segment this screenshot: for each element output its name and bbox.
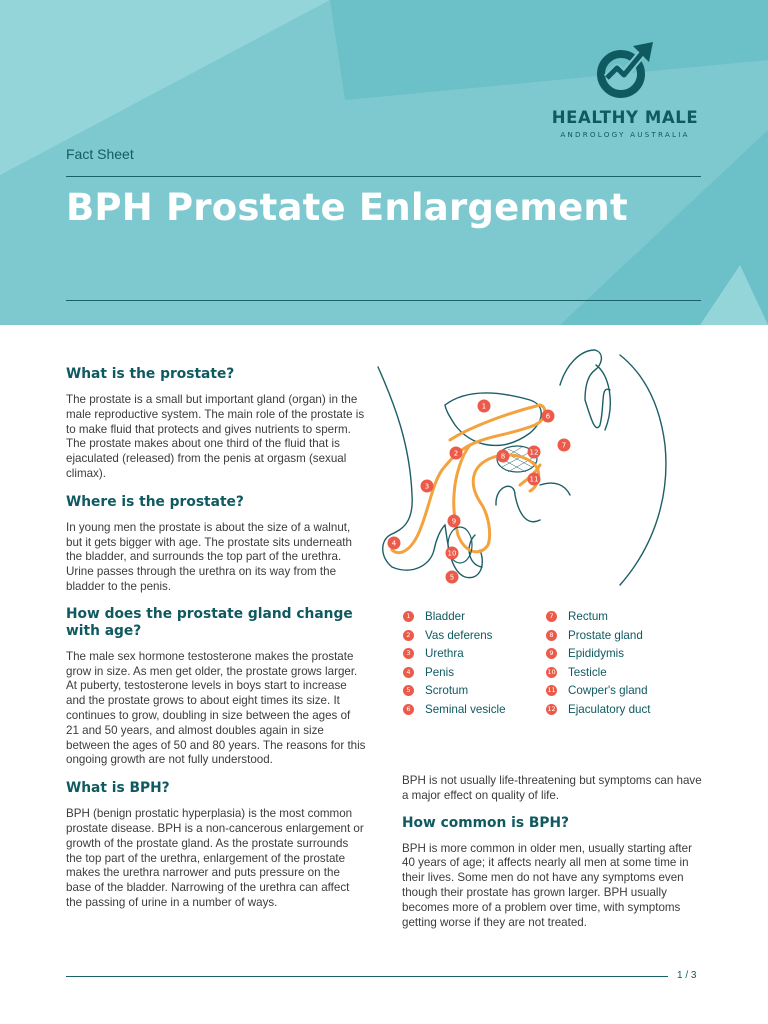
section-body-what-is-prostate: The prostate is a small but important gland (organ) in the male reproductive system. The main role of the prostate is to make fluid that protects and gives nutrients to sperm. The prostate makes about one third of the fluid that is ejaculated (released) from the penis at orgasm (sexual climax). — [66, 393, 365, 480]
section-body-how-common-bph: BPH is more common in older men, usually starting after 40 years of age; it affects nearly all men at some time in their lives. Some men do not have any symptoms even though their prostate has grown larger. BPH usually becomes more of a problem over time, with symptoms getting worse if they are not treated. — [402, 841, 692, 929]
vas-deferens-path — [392, 402, 545, 553]
svg-text:5: 5 — [449, 573, 455, 582]
brand-logo[interactable] — [540, 40, 710, 139]
legend-label: Ejaculatory duct — [568, 702, 651, 716]
section-body-what-is-bph: BPH (benign prostatic hyperplasia) is the most common prostate disease. BPH is a non-cancerous enlargement or growth of the prostate gland. As the prostate surrounds the top part of the urethra, enlargement of the prostate makes the urethra narrower and puts pressure on the base of the bladder. Narrowing of the urethra can affect the passing of urine in a number of ways. — [66, 807, 364, 909]
svg-text:2: 2 — [453, 449, 459, 458]
svg-text:8: 8 — [500, 452, 506, 461]
legend-number-badge: 11 — [547, 686, 556, 694]
legend-number-badge: 6 — [403, 704, 414, 715]
legend-label: Prostate gland — [568, 628, 643, 642]
bph-intro-text: BPH is not usually life-threatening but symptoms can have a major effect on quality of life. — [402, 774, 702, 802]
legend-label: Testicle — [568, 665, 607, 679]
svg-text:6: 6 — [545, 412, 551, 421]
legend-label: Cowper's gland — [568, 684, 648, 697]
legend-number-badge: 5 — [403, 685, 414, 696]
page-number: 1 / 3 — [677, 970, 697, 981]
legend-label: Penis — [425, 665, 455, 679]
svg-text:11: 11 — [529, 475, 539, 484]
svg-text:10: 10 — [447, 549, 457, 558]
section-body-where-is-prostate: In young men the prostate is about the size of a walnut, but it gets bigger with age. The prostate sits underneath the bladder, and surrounds the top part of the urethra. Urine passes through the urethra on its way from the bladder to the penis. — [66, 520, 352, 593]
legend-number-badge: 4 — [403, 667, 414, 678]
section-heading-prostate-change-with-age: How does the prostate gland change with age? — [66, 605, 353, 639]
legend-number-badge: 7 — [546, 611, 557, 622]
right-column — [402, 774, 702, 930]
legend-number-badge: 3 — [403, 648, 414, 659]
section-heading-how-common-bph: How common is BPH? — [402, 814, 570, 831]
section-body-prostate-change-with-age: The male sex hormone testosterone makes the prostate grow in size. As men get older, the prostate grows larger. At puberty, testosterone levels in boys start to increase and the prostate grows to about eight times its size. It continues to grow, doubling in size between the ages of 21 and 50 years, and almost doubles again in size between the ages of 50 and 80 years. The reasons for this ongoing growth are not fully understood. — [66, 649, 366, 767]
legend-number-badge: 9 — [546, 648, 557, 659]
diagram-number-markers — [388, 400, 571, 584]
legend-label: Scrotum — [425, 684, 469, 697]
brand-subtitle: ANDROLOGY AUSTRALIA — [560, 130, 690, 139]
svg-text:4: 4 — [391, 539, 397, 548]
section-heading-where-is-prostate: Where is the prostate? — [66, 493, 244, 510]
legend-label: Vas deferens — [425, 628, 493, 642]
legend-label: Epididymis — [568, 647, 625, 660]
legend-number-badge: 12 — [547, 704, 556, 713]
legend-label: Seminal vesicle — [425, 702, 506, 716]
section-heading-what-is-prostate: What is the prostate? — [66, 366, 235, 382]
anatomy-diagram — [370, 345, 700, 590]
diagram-legend — [403, 610, 703, 722]
svg-text:3: 3 — [424, 482, 430, 491]
fact-sheet-label: Fact Sheet — [66, 146, 134, 162]
legend-label: Bladder — [425, 610, 465, 623]
left-column — [66, 366, 366, 911]
healthy-male-logo-icon — [593, 40, 657, 100]
legend-label: Urethra — [425, 647, 464, 660]
brand-name: HEALTHY MALE — [551, 108, 699, 127]
header-rule-top — [66, 176, 701, 177]
header-banner — [0, 0, 768, 325]
page-title: BPH Prostate Enlargement — [66, 186, 628, 229]
section-heading-what-is-bph: What is BPH? — [66, 780, 170, 797]
svg-text:9: 9 — [451, 517, 457, 526]
legend-number-badge: 10 — [547, 667, 556, 676]
legend-number-badge: 1 — [403, 611, 414, 622]
footer-rule — [66, 976, 668, 977]
legend-label: Rectum — [568, 610, 608, 623]
header-rule-bottom — [66, 300, 701, 301]
svg-text:7: 7 — [561, 441, 567, 450]
legend-number-badge: 2 — [403, 630, 414, 641]
svg-text:1: 1 — [481, 402, 487, 411]
legend-number-badge: 8 — [546, 630, 557, 641]
svg-text:12: 12 — [529, 448, 539, 457]
